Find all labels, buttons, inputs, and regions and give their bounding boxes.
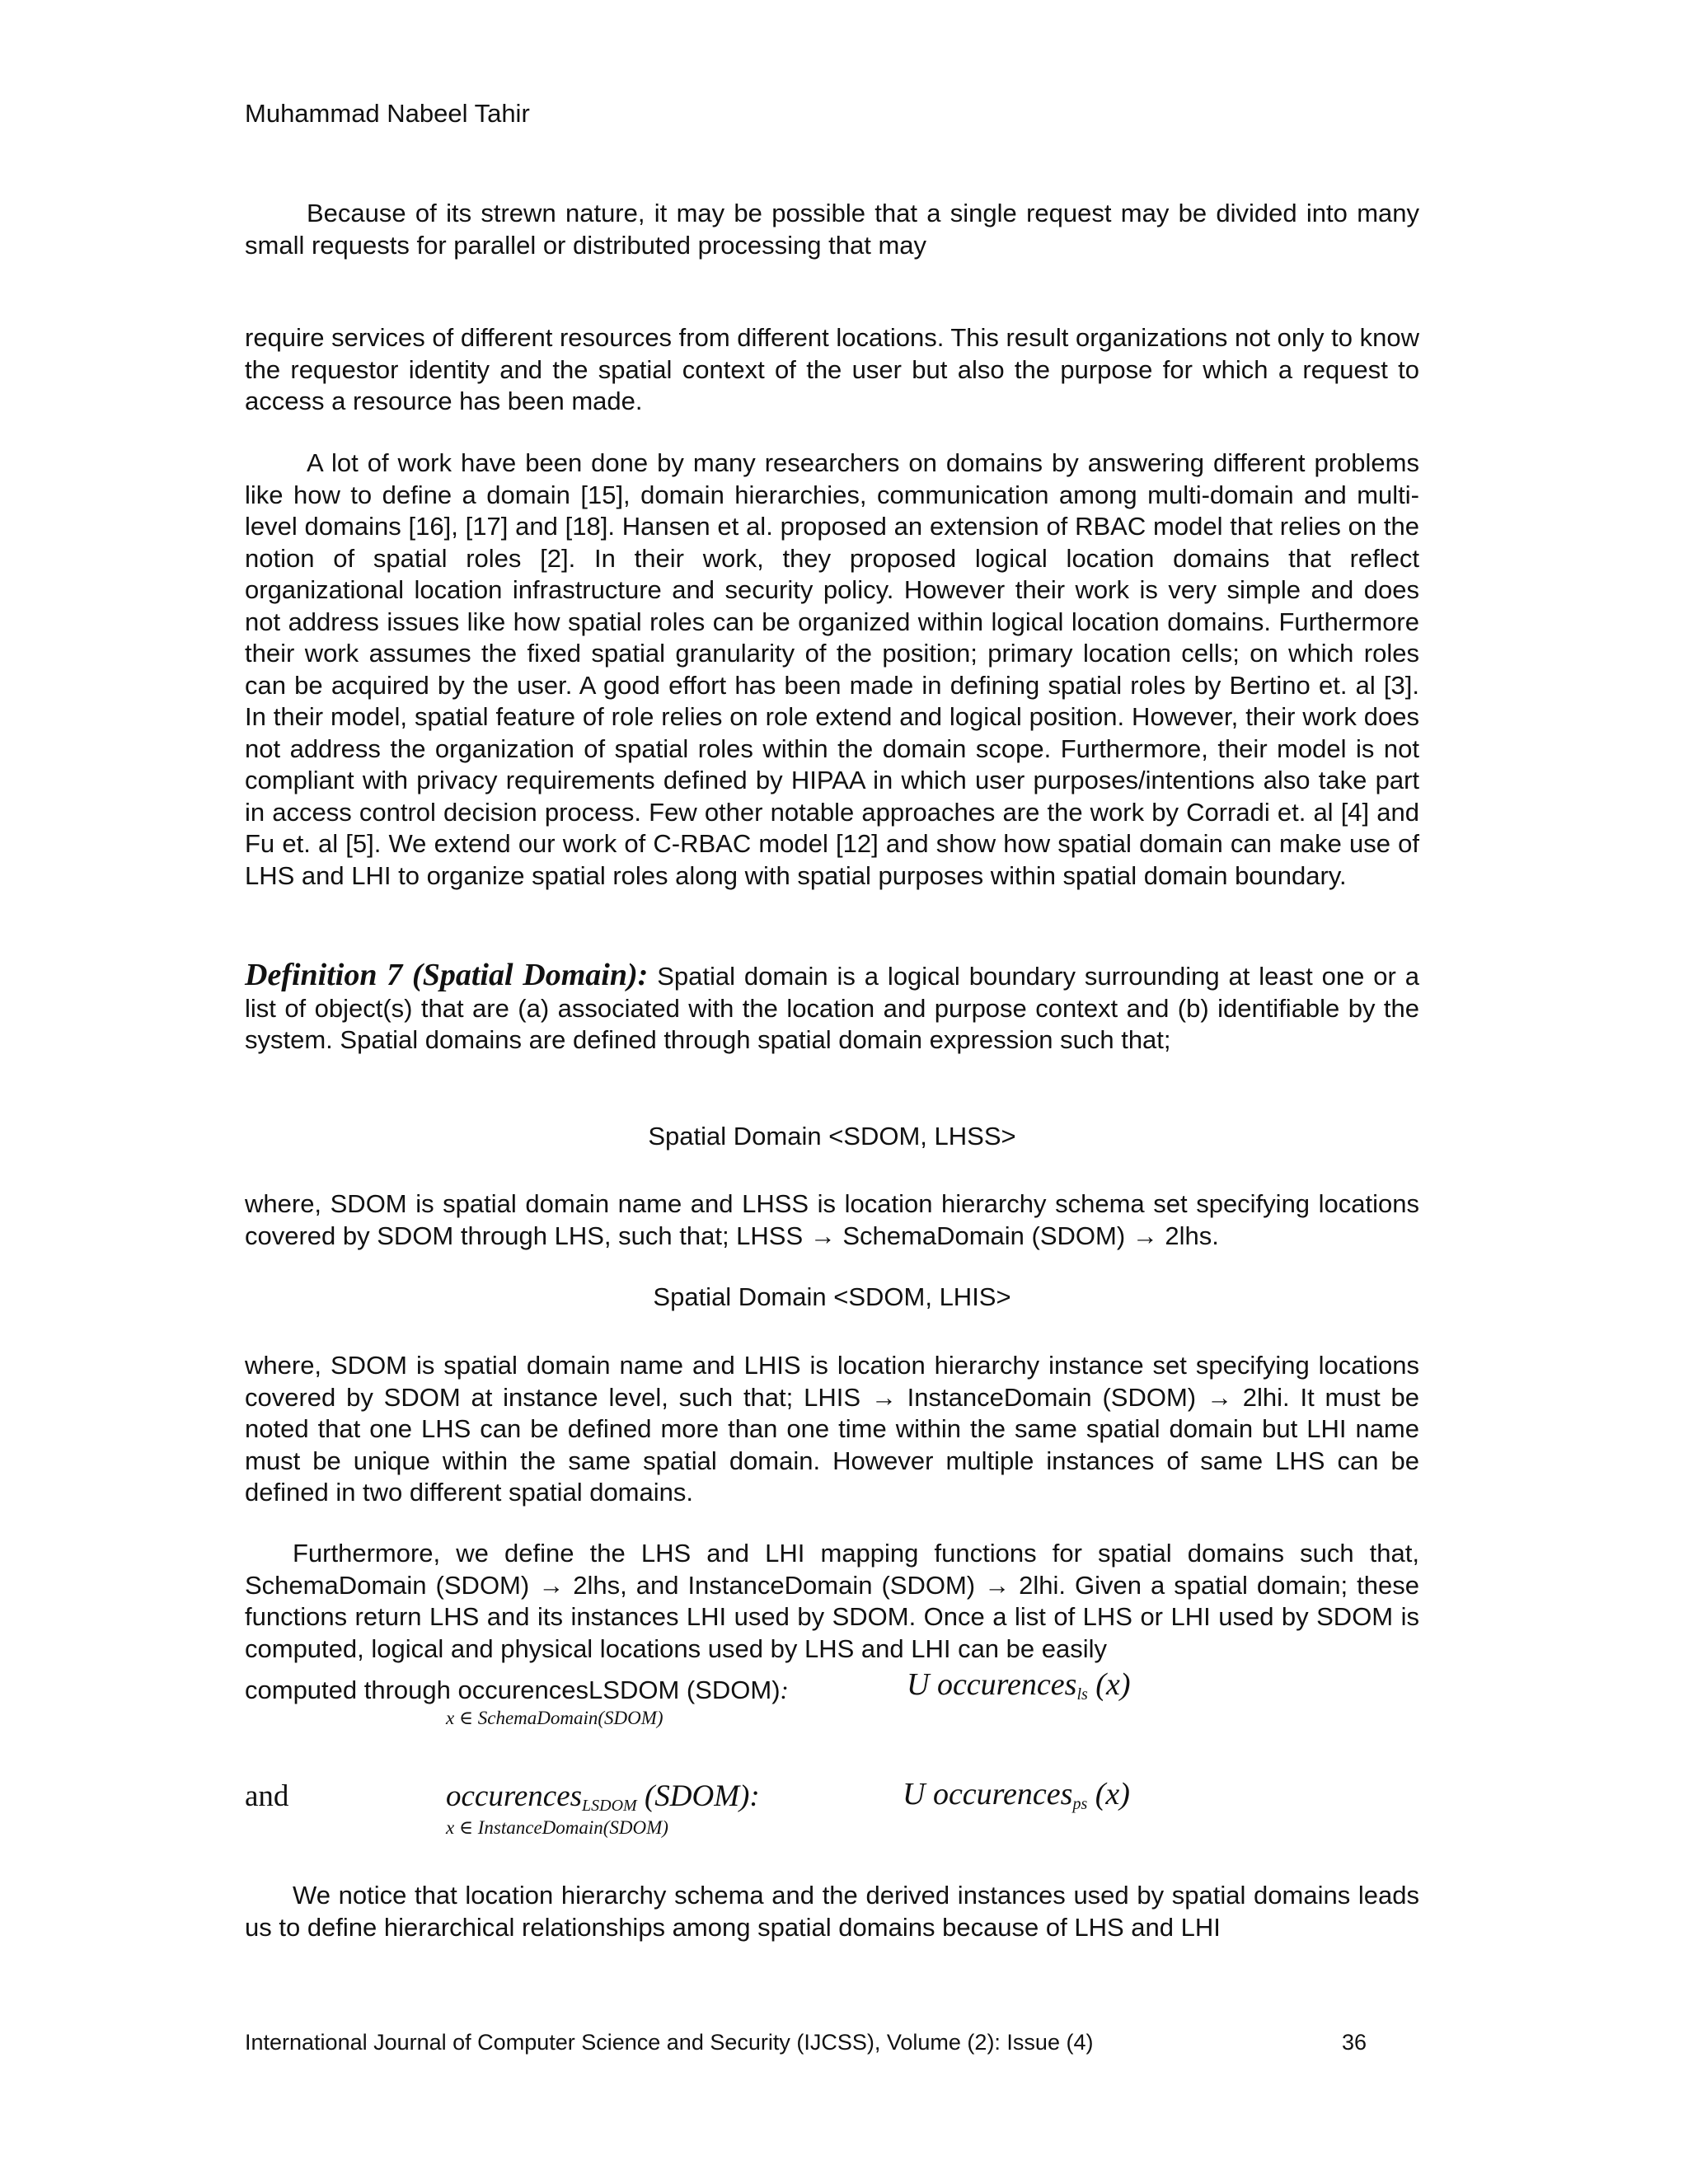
paragraph-6-last-line: computed through occurencesLSDOM (SDOM): [245,1675,789,1704]
formula-2-lhs: occurences$_{LSDOM}$ (SDOM): [446,1779,760,1815]
paragraph-2: require services of different resources from different locations. This result organizations not only to know the requestor identity and the spatial context of the user but also the purpose for which a request to access a resource has been made. [245,323,1419,415]
formula-2-and: and [245,1779,289,1813]
paragraph-5: where, SDOM is spatial domain name and LHIS is location hierarchy instance set specifying locations covered by SDOM at instance level, such that; LHIS → InstanceDomain (SDOM) → 2lhi. It must be noted that one LHS can be defined more than one time within the same spatial domain but LHI name must be unique within the same spatial domain. However multiple instances of same LHS can be defined in two different spatial domains. [245,1351,1419,1507]
paragraph-7: We notice that location hierarchy schema and the derived instances used by spatial domains leads us to define hierarchical relationships among spatial domains because of LHS and LHI [245,1881,1419,1942]
paragraph-1: Because of its strewn nature, it may be possible that a single request may be divided into many small requests for parallel or distributed processing that may [245,199,1419,260]
page-number: 36 [1342,2030,1367,2055]
formula-2-union: U occurences$_{ps}$ (x) [903,1777,1130,1813]
paragraph-6: Furthermore, we define the LHS and LHI mapping functions for spatial domains such that, SchemaDomain (SDOM) → 2lhs, and InstanceDomain (SDOM) → 2lhi. Given a spatial domain; these functions return LHS and its instances LHI used by SDOM. Once a list of LHS or LHI used by SDOM is computed, logical and physical locations used by LHS and LHI can be easily [245,1539,1419,1663]
footer-journal: International Journal of Computer Science and Security (IJCSS), Volume (2): Issue (4) [245,2030,1094,2055]
expression-lhss: Spatial Domain <SDOM, LHSS> [648,1122,1016,1151]
paragraph-4: where, SDOM is spatial domain name and LHSS is location hierarchy schema set specifying locations covered by SDOM through LHS, such that; LHSS → SchemaDomain (SDOM) → 2lhs. [245,1189,1419,1250]
definition-text: Spatial domain is a logical boundary surrounding at least one or a list of object(s) that are (a) associated with the location and purpose context and (b) identifiable by the system. Spatial domains are defined through spatial domain expression such that; [245,962,1419,1054]
formula-2-range: x ∈ InstanceDomain(SDOM) [446,1817,668,1838]
definition-7 [245,959,1419,1057]
paragraph-3: A lot of work have been done by many researchers on domains by answering different problems like how to define a domain [15], domain hierarchies, communication among multi-domain and multi-level domains [16], [17] and [18]. Hansen et al. proposed an extension of RBAC model that relies on the notion of spatial roles [2]. In their work, they proposed logical location domains that reflect organizational location infrastructure and security policy. However their work is very simple and does not address issues like how spatial roles can be organized within logical location domains. Furthermore their work assumes the fixed spatial granularity of the position; primary location cells; on which roles can be acquired by the user. A good effort has been made in defining spatial roles by Bertino et. al [3]. In their model, spatial feature of role relies on role extend and logical position. However, their work does not address the organization of spatial roles within the domain scope. Furthermore, their model is not compliant with privacy requirements defined by HIPAA in which user purposes/intentions also take part in access control decision process. Few other notable approaches are the work by Corradi et. al [4] and Fu et. al [5]. We extend our work of C-RBAC model [12] and show how spatial domain can make use of LHS and LHI to organize spatial roles along with spatial purposes within spatial domain boundary. [245,448,1419,890]
expression-lhis: Spatial Domain <SDOM, LHIS> [653,1282,1011,1311]
formula-1-union: U occurences$_{ls}$ (x) [907,1667,1131,1704]
definition-label: Definition 7 (Spatial Domain): [245,958,649,992]
formula-1-range: x ∈ SchemaDomain(SDOM) [446,1708,663,1728]
running-header: Muhammad Nabeel Tahir [245,99,530,128]
